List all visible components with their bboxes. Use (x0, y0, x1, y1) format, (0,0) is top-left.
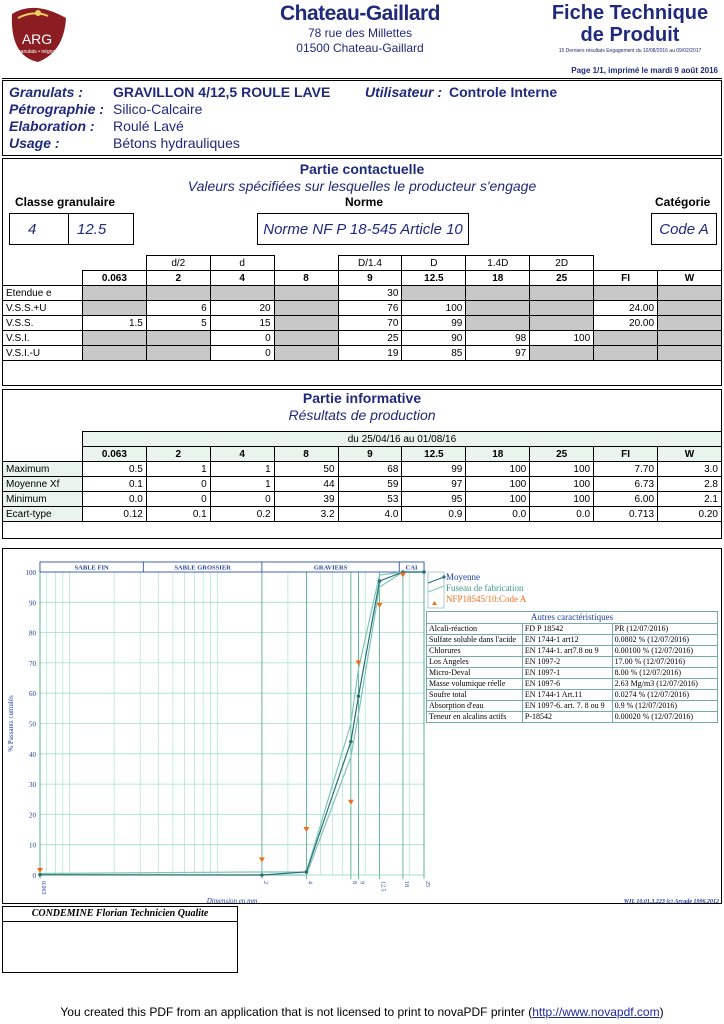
y-tick-label: 20 (29, 811, 36, 820)
column-header: 2 (146, 271, 210, 286)
characteristic-cell: Alcali-réaction (427, 624, 523, 635)
table-cell (658, 286, 722, 301)
period-header: du 25/04/16 au 01/08/16 (82, 432, 721, 447)
utilisateur-label: Utilisateur : (365, 84, 443, 100)
table-cell: 5 (146, 316, 210, 331)
x-tick-label: 9 (358, 881, 365, 884)
table-cell (82, 346, 146, 361)
characteristic-cell: Los Angeles (427, 657, 523, 668)
table-cell: 0.9 (402, 507, 466, 522)
zone-label: SABLE GROSSIER (174, 564, 231, 572)
table-cell: 100 (530, 477, 594, 492)
table-cell: 6.73 (594, 477, 658, 492)
table-row (3, 301, 722, 316)
granulats-value: GRAVILLON 4/12,5 ROULE LAVE (113, 84, 331, 100)
address-line-2: 01500 Chateau-Gaillard (296, 41, 424, 55)
column-header: 0.063 (82, 447, 146, 462)
table-cell (466, 301, 530, 316)
signature-box (2, 906, 238, 973)
table-row (3, 316, 722, 331)
table-cell: 24.00 (594, 301, 658, 316)
column-header (3, 447, 83, 462)
row-label: V.S.I.-U (3, 346, 83, 361)
column-header: 18 (466, 447, 530, 462)
table-cell: 100 (466, 492, 530, 507)
column-top-header (82, 256, 146, 271)
table-cell (274, 301, 338, 316)
document-title-block (540, 2, 720, 54)
column-top-header: 2D (530, 256, 594, 271)
page-info: Page 1/1, imprimé le mardi 9 août 2016 (571, 66, 718, 75)
moyenne-point (349, 740, 353, 744)
table-cell: 6 (146, 301, 210, 316)
table-cell (530, 346, 594, 361)
characteristic-cell: Micro-Deval (427, 668, 523, 679)
table-row (3, 477, 722, 492)
characteristic-cell: EN 1097-1 (522, 668, 612, 679)
granulometry-chart (3, 549, 721, 903)
address-line-1: 78 rue des Millettes (307, 26, 413, 40)
table-cell: 0.2 (210, 507, 274, 522)
x-tick-label: 2 (261, 881, 268, 884)
classe-D-value: 12.5 (68, 213, 134, 245)
characteristic-cell: P-18542 (522, 712, 612, 723)
characteristic-cell: 0.9 % (12/07/2016) (612, 701, 717, 712)
classe-d-value: 4 (9, 213, 69, 245)
table-cell: 25 (338, 331, 402, 346)
table-cell: 1.5 (82, 316, 146, 331)
table-cell: 0.713 (594, 507, 658, 522)
y-tick-label: 10 (29, 841, 36, 850)
contract-top-header-row (3, 256, 722, 271)
table-cell (274, 346, 338, 361)
table-cell: 39 (274, 492, 338, 507)
table-cell: 30 (338, 286, 402, 301)
svg-text:granulats • négoce: granulats • négoce (16, 49, 58, 55)
table-cell: 0 (146, 492, 210, 507)
table-cell: 59 (338, 477, 402, 492)
table-cell (82, 301, 146, 316)
column-top-header: D (402, 256, 466, 271)
column-header: 25 (530, 447, 594, 462)
table-cell: 100 (530, 331, 594, 346)
table-cell: 68 (338, 462, 402, 477)
table-cell: 7.70 (594, 462, 658, 477)
table-cell (594, 331, 658, 346)
characteristic-row (427, 690, 718, 701)
y-tick-label: 80 (29, 629, 36, 638)
moyenne-point (38, 873, 42, 877)
table-cell: 3.0 (658, 462, 722, 477)
classe-granulaire-label: Classe granulaire (15, 195, 116, 209)
characteristic-cell: EN 1097-6. art. 7. 8 ou 9 (522, 701, 612, 712)
table-cell: 44 (274, 477, 338, 492)
row-label: V.S.S.+U (3, 301, 83, 316)
table-cell: 85 (402, 346, 466, 361)
table-cell: 95 (402, 492, 466, 507)
table-cell: 0 (210, 331, 274, 346)
table-row (3, 331, 722, 346)
granulometry-chart-box (2, 548, 722, 904)
table-cell (146, 331, 210, 346)
table-cell: 0 (146, 477, 210, 492)
contract-section (2, 158, 722, 386)
document-note: 15 Derniers résultats Engagement du 10/08/2016 au 09/02/2017 (558, 48, 702, 54)
table-cell: 0.0 (530, 507, 594, 522)
contract-subtitle: Valeurs spécifiées sur lesquelles le producteur s'engage (187, 178, 537, 194)
x-tick-label: 0.063 (40, 881, 46, 895)
empty-cell (3, 432, 83, 447)
table-cell: 70 (338, 316, 402, 331)
characteristic-row (427, 668, 718, 679)
y-tick-label: 70 (29, 659, 36, 668)
legend-entry: Fuseau de fabrication (446, 583, 524, 593)
table-row (3, 462, 722, 477)
characteristics-table (426, 623, 718, 723)
characteristic-cell: 0.0274 % (12/07/2016) (612, 690, 717, 701)
characteristic-cell: Masse volumique réelle (427, 679, 523, 690)
table-cell (530, 286, 594, 301)
characteristic-row (427, 679, 718, 690)
table-cell: 1 (210, 477, 274, 492)
table-cell (658, 301, 722, 316)
table-cell: 76 (338, 301, 402, 316)
table-cell: 20 (210, 301, 274, 316)
x-tick-label: 4 (306, 881, 313, 884)
characteristic-cell: Teneur en alcalins actifs (427, 712, 523, 723)
table-cell: 0 (210, 492, 274, 507)
table-cell: 2.1 (658, 492, 722, 507)
table-cell: 0.1 (146, 507, 210, 522)
column-header: 12.5 (402, 271, 466, 286)
table-cell (466, 286, 530, 301)
column-header: 9 (338, 447, 402, 462)
y-tick-label: 40 (29, 750, 36, 759)
moyenne-point (378, 579, 382, 583)
document-title-line-1: Fiche Technique (551, 2, 709, 24)
table-cell (594, 286, 658, 301)
table-cell: 0.12 (82, 507, 146, 522)
legend-entry: Moyenne (446, 572, 480, 582)
x-tick-label: 12.5 (379, 881, 386, 892)
table-cell: 0.1 (82, 477, 146, 492)
table-cell: 0.0 (466, 507, 530, 522)
table-cell (658, 316, 722, 331)
characteristics-panel (426, 611, 718, 723)
column-header: 12.5 (402, 447, 466, 462)
table-cell: 0.20 (658, 507, 722, 522)
column-top-header (658, 256, 722, 271)
table-cell: 1 (210, 462, 274, 477)
y-tick-label: 0 (32, 872, 36, 880)
table-cell: 19 (338, 346, 402, 361)
characteristic-cell: 8.00 % (12/07/2016) (612, 668, 717, 679)
moyenne-point (260, 873, 264, 877)
x-tick-label: 25 (424, 881, 430, 887)
x-tick-label: 18 (402, 881, 409, 887)
table-cell (274, 316, 338, 331)
elaboration-value: Roulé Lavé (113, 118, 184, 134)
row-label: Moyenne Xf (3, 477, 83, 492)
characteristic-row (427, 635, 718, 646)
table-row (3, 507, 722, 522)
table-cell: 99 (402, 316, 466, 331)
column-top-header (274, 256, 338, 271)
table-cell (658, 346, 722, 361)
product-info-box (2, 80, 722, 156)
characteristic-cell: Chlorures (427, 646, 523, 657)
table-cell: 100 (466, 477, 530, 492)
table-row (3, 492, 722, 507)
table-cell: 0 (210, 346, 274, 361)
column-header (3, 271, 83, 286)
characteristic-cell: Absorption d'eau (427, 701, 523, 712)
signature-title: CONDEMINE Florian Technicien Qualite (3, 907, 237, 922)
table-row (3, 346, 722, 361)
table-cell: 97 (402, 477, 466, 492)
table-cell (402, 286, 466, 301)
column-top-header: d (210, 256, 274, 271)
table-cell (658, 331, 722, 346)
company-block (240, 2, 480, 56)
y-tick-label: 100 (25, 569, 36, 577)
granulats-label: Granulats : (9, 84, 83, 100)
table-cell: 0.0 (82, 492, 146, 507)
table-cell: 50 (274, 462, 338, 477)
table-cell (594, 346, 658, 361)
moyenne-point (305, 870, 309, 874)
column-header: FI (594, 447, 658, 462)
y-axis-label: % Passants cumulés (7, 695, 15, 752)
novapdf-link[interactable]: http://www.novapdf.com (532, 1005, 660, 1019)
table-cell (530, 301, 594, 316)
column-header: 8 (274, 447, 338, 462)
table-cell: 6.00 (594, 492, 658, 507)
petrographie-value: Silico-Calcaire (113, 101, 203, 117)
usage-value: Bétons hydrauliques (113, 135, 240, 151)
characteristic-cell: FD P 18542 (522, 624, 612, 635)
usage-label: Usage : (9, 135, 60, 151)
row-label: Maximum (3, 462, 83, 477)
norme-label: Norme (345, 195, 384, 209)
characteristic-cell: 0.00020 % (12/07/2016) (612, 712, 717, 723)
utilisateur-value: Controle Interne (449, 84, 558, 100)
column-header: 18 (466, 271, 530, 286)
table-cell (274, 331, 338, 346)
row-label: Etendue e (3, 286, 83, 301)
column-top-header: d/2 (146, 256, 210, 271)
table-cell: 100 (466, 462, 530, 477)
characteristic-cell: 17.00 % (12/07/2016) (612, 657, 717, 668)
column-top-header: 1.4D (466, 256, 530, 271)
footer-text: You created this PDF from an application that is not licensed to print to novaPDF printer ( (60, 1005, 533, 1019)
characteristic-cell: 0.0802 % (12/07/2016) (612, 635, 717, 646)
column-header: 25 (530, 271, 594, 286)
period-row (3, 432, 722, 447)
table-cell: 100 (402, 301, 466, 316)
column-header: 4 (210, 447, 274, 462)
table-cell: 98 (466, 331, 530, 346)
column-header: 8 (274, 271, 338, 286)
header-divider (2, 78, 722, 79)
table-cell: 90 (402, 331, 466, 346)
row-label: Minimum (3, 492, 83, 507)
table-cell: 2.8 (658, 477, 722, 492)
column-header: W (658, 447, 722, 462)
y-tick-label: 60 (29, 690, 36, 699)
moyenne-point (357, 694, 361, 698)
table-cell: 0.5 (82, 462, 146, 477)
column-top-header: D/1.4 (338, 256, 402, 271)
column-header: 0.063 (82, 271, 146, 286)
table-cell: 100 (530, 492, 594, 507)
svg-text:ARG: ARG (21, 31, 53, 47)
informative-subtitle: Résultats de production (288, 407, 436, 423)
x-tick-label: 8 (350, 881, 357, 884)
table-cell: 20.00 (594, 316, 658, 331)
row-label: V.S.S. (3, 316, 83, 331)
categorie-label: Catégorie (655, 195, 711, 209)
y-tick-label: 50 (29, 720, 36, 729)
zone-label: SABLE FIN (74, 564, 109, 572)
characteristic-cell: PR (12/07/2016) (612, 624, 717, 635)
software-note: WIL 10.01.3.223 (c) Arcade 1996,2012 (623, 899, 719, 903)
table-cell: 99 (402, 462, 466, 477)
table-cell (82, 331, 146, 346)
informative-title: Partie informative (302, 390, 422, 406)
characteristic-row (427, 701, 718, 712)
contract-header-row (3, 271, 722, 286)
table-cell: 3.2 (274, 507, 338, 522)
characteristic-row (427, 657, 718, 668)
legend-entry: NFP18545/10:Code A (446, 594, 527, 604)
characteristic-cell: 2.63 Mg/m3 (12/07/2016) (612, 679, 717, 690)
table-cell (530, 316, 594, 331)
characteristic-cell: 0.00100 % (12/07/2016) (612, 646, 717, 657)
x-axis-label: Dimension en mm (206, 897, 258, 903)
y-tick-label: 30 (29, 781, 36, 790)
table-cell (146, 346, 210, 361)
characteristic-cell: Sulfate soluble dans l'acide (427, 635, 523, 646)
contract-title: Partie contactuelle (299, 161, 425, 177)
footer-notice (0, 1005, 724, 1019)
table-cell (466, 316, 530, 331)
characteristic-row (427, 646, 718, 657)
contract-table (2, 255, 722, 361)
column-header: 2 (146, 447, 210, 462)
characteristic-cell: EN 1744-1. art7.8 ou 9 (522, 646, 612, 657)
zone-label: GRAVIERS (313, 564, 348, 572)
characteristic-cell: EN 1744-1 Art.11 (522, 690, 612, 701)
company-name: Chateau-Gaillard (279, 2, 441, 25)
characteristic-cell: EN 1744-1 art12 (522, 635, 612, 646)
characteristics-title: Autres caractéristiques (426, 611, 718, 623)
table-cell: 4.0 (338, 507, 402, 522)
column-top-header (594, 256, 658, 271)
column-top-header (3, 256, 83, 271)
elaboration-label: Elaboration : (9, 118, 95, 134)
table-cell: 53 (338, 492, 402, 507)
y-tick-label: 90 (29, 599, 36, 608)
table-cell (274, 286, 338, 301)
column-header: 4 (210, 271, 274, 286)
zone-label: CAI (405, 564, 418, 572)
company-logo (4, 4, 70, 66)
table-cell (146, 286, 210, 301)
table-cell: 1 (146, 462, 210, 477)
table-row (3, 286, 722, 301)
informative-section (2, 389, 722, 539)
characteristic-cell: EN 1097-6 (522, 679, 612, 690)
petrographie-label: Pétrographie : (9, 101, 104, 117)
row-label: V.S.I. (3, 331, 83, 346)
document-title-line-2: de Produit (580, 24, 680, 46)
column-header: 9 (338, 271, 402, 286)
table-cell (210, 286, 274, 301)
table-cell (82, 286, 146, 301)
table-cell: 15 (210, 316, 274, 331)
column-header: FI (594, 271, 658, 286)
footer-end: ) (659, 1005, 664, 1019)
characteristic-cell: Soufre total (427, 690, 523, 701)
table-cell: 97 (466, 346, 530, 361)
row-label: Ecart-type (3, 507, 83, 522)
categorie-value: Code A (651, 213, 717, 245)
table-cell: 100 (530, 462, 594, 477)
characteristic-row (427, 624, 718, 635)
production-header-row (3, 447, 722, 462)
plot-area (40, 562, 424, 875)
characteristic-row (427, 712, 718, 723)
norme-value: Norme NF P 18-545 Article 10 (257, 213, 469, 245)
production-table (2, 431, 722, 522)
characteristic-cell: EN 1097-2 (522, 657, 612, 668)
moyenne-point (422, 570, 426, 574)
column-header: W (658, 271, 722, 286)
